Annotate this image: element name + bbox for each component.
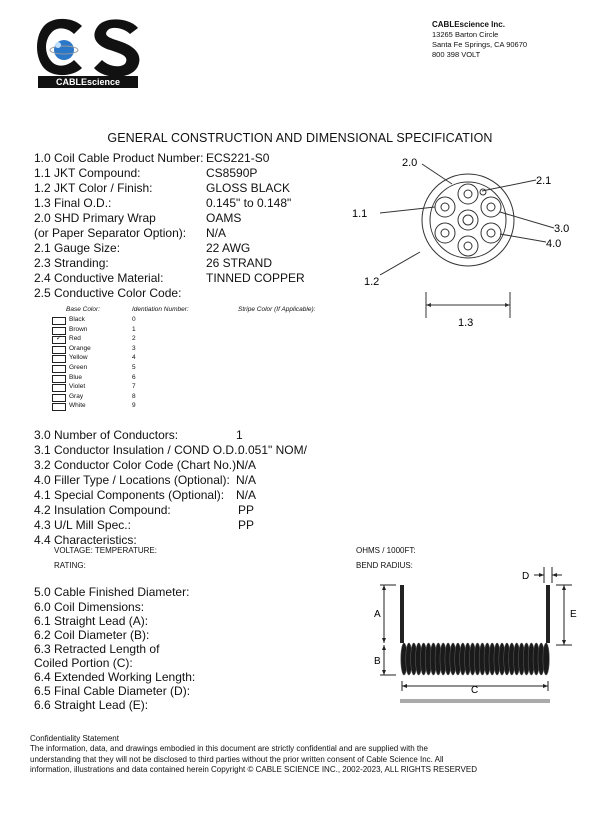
bend-radius-label: BEND RADIUS: [356, 561, 413, 570]
conductor [435, 223, 455, 243]
spec-value: 0.051" NOM/ [238, 443, 307, 457]
conductor [458, 236, 478, 256]
spec-value: N/A [236, 473, 257, 487]
spec-label: 1.3 Final O.D.: [34, 196, 112, 210]
confidentiality-heading: Confidentiality Statement [30, 734, 119, 743]
label-2-1: 2.1 [536, 175, 552, 187]
conductor [458, 184, 478, 204]
color-number: 6 [132, 373, 136, 381]
color-number: 7 [132, 383, 136, 391]
company-info [432, 20, 527, 60]
page-title: GENERAL CONSTRUCTION AND DIMENSIONAL SPECIFICATION [107, 131, 493, 145]
spec-label: 6.2 Coil Diameter (B): [34, 628, 150, 642]
company-name: CABLEscience Inc. [432, 20, 505, 29]
spec-value: GLOSS BLACK [206, 181, 291, 195]
color-number: 5 [132, 364, 136, 371]
color-name: Brown [69, 325, 88, 333]
color-number: 3 [132, 344, 136, 352]
color-number: 2 [132, 335, 136, 343]
label-b: B [374, 656, 381, 667]
conductor [481, 197, 501, 217]
spec-label: 1.2 JKT Color / Finish: [34, 181, 153, 195]
confidentiality-line: information, illustrations and data contained herein Copyright © CABLE SCIENCE INC., 2002-2023, ALL RIGHTS RESERVED [30, 765, 477, 775]
rating-label: RATING: [54, 561, 86, 570]
color-name: Gray [69, 392, 84, 400]
color-checkbox[interactable] [52, 317, 66, 325]
spec-label: 6.1 Straight Lead (A): [34, 614, 149, 628]
color-name: Red [69, 335, 81, 343]
spec-value: 22 AWG [206, 241, 251, 255]
spec-value: OAMS [206, 211, 242, 225]
color-name: White [69, 402, 86, 410]
coil-loop [543, 643, 549, 675]
label-1-1: 1.1 [352, 208, 368, 220]
color-name: Green [69, 364, 88, 371]
spec-label: 6.5 Final Cable Diameter (D): [34, 684, 191, 698]
color-checkbox[interactable] [52, 403, 66, 411]
spec-label: 3.1 Conductor Insulation / COND O.D.: [34, 443, 241, 457]
spec-value: 26 STRAND [206, 256, 273, 270]
color-table-header: Identiation Number: [132, 306, 189, 313]
spec-label: 3.0 Number of Conductors: [34, 428, 179, 442]
color-checkbox[interactable] [52, 384, 66, 392]
voltage-temperature-label: VOLTAGE: TEMPERATURE: [54, 546, 157, 555]
color-checkbox[interactable] [52, 355, 66, 363]
spec-label: 6.3 Retracted Length of [34, 642, 160, 656]
spec-value: 1 [236, 428, 243, 442]
conductor [435, 197, 455, 217]
confidentiality-line: understanding that they will not be disclosed to third parties without the prior written consent of Cable Science Inc. All [30, 754, 444, 764]
label-3-0: 3.0 [554, 223, 570, 235]
label-c: C [471, 685, 479, 696]
label-4-0: 4.0 [546, 238, 562, 250]
company-phone: 800 398 VOLT [432, 50, 481, 59]
logo-text: CABLEscience [55, 77, 121, 87]
label-d: D [522, 571, 530, 582]
company-logo [30, 12, 148, 92]
spec-label: 4.0 Filler Type / Locations (Optional): [34, 473, 230, 487]
spec-label: 6.4 Extended Working Length: [34, 670, 196, 684]
color-checkbox[interactable] [52, 336, 66, 344]
shield-layer [430, 182, 506, 258]
coil-cable-diagram [360, 565, 590, 715]
color-name: Orange [69, 344, 91, 352]
conductor [481, 223, 501, 243]
spec-value: PP [238, 503, 255, 517]
spec-label: 5.0 Cable Finished Diameter: [34, 585, 190, 599]
spec-value: ECS221-S0 [206, 151, 270, 165]
spec-label: Coiled Portion (C): [34, 656, 133, 670]
company-address-line1: 13265 Barton Circle [432, 30, 499, 39]
spec-label: 4.4 Characteristics: [34, 533, 137, 547]
spec-value: 0.145" to 0.148" [206, 196, 292, 210]
spec-label: 2.4 Conductive Material: [34, 271, 164, 285]
spec-label: 2.3 Stranding: [34, 256, 109, 270]
color-checkbox[interactable] [52, 394, 66, 402]
center-conductor [458, 210, 478, 230]
label-1-2: 1.2 [364, 276, 380, 288]
spec-label: 2.0 SHD Primary Wrap [34, 211, 156, 225]
spec-value: N/A [236, 458, 257, 472]
company-address-line2: Santa Fe Springs, CA 90670 [432, 40, 528, 49]
spec-value: TINNED COPPER [206, 271, 305, 285]
label-1-3: 1.3 [458, 317, 474, 329]
spec-label: 1.1 JKT Compound: [34, 166, 141, 180]
color-number: 0 [132, 316, 136, 323]
spec-value: N/A [206, 226, 227, 240]
color-number: 8 [132, 392, 136, 400]
color-checkbox[interactable] [52, 346, 66, 354]
spec-label: 4.2 Insulation Compound: [34, 503, 171, 517]
ohms-label: OHMS / 1000FT: [356, 546, 416, 555]
color-name: Yellow [69, 354, 88, 362]
color-name: Violet [69, 383, 86, 391]
spec-label: 3.2 Conductor Color Code (Chart No.): [34, 458, 240, 472]
label-2-0: 2.0 [402, 157, 418, 169]
spec-label: 1.0 Coil Cable Product Number: [34, 151, 204, 165]
color-number: 1 [132, 325, 136, 333]
spec-value: N/A [236, 488, 257, 502]
spec-label: 4.1 Special Components (Optional): [34, 488, 225, 502]
spec-value: PP [238, 518, 255, 532]
color-number: 9 [132, 402, 136, 410]
color-checkbox[interactable] [52, 365, 66, 373]
spec-label: 2.1 Gauge Size: [34, 241, 121, 255]
base-shadow [400, 699, 550, 703]
coil-loops [401, 643, 550, 675]
color-number: 4 [132, 354, 136, 362]
confidentiality-line: The information, data, and drawings embodied in this document are strictly confidential and are supplied with the [30, 744, 429, 754]
color-table-header: Stripe Color (If Applicable): [238, 306, 316, 313]
cable-cross-section-diagram [340, 150, 590, 340]
spec-label: 2.5 Conductive Color Code: [34, 286, 182, 300]
label-e: E [570, 609, 577, 620]
spec-label: 6.6 Straight Lead (E): [34, 698, 149, 712]
color-checkbox[interactable] [52, 375, 66, 383]
confidentiality-statement [30, 734, 575, 776]
spec-label: (or Paper Separator Option): [34, 226, 187, 240]
label-a: A [374, 609, 381, 620]
spec-label: 4.3 U/L Mill Spec.: [34, 518, 131, 532]
spec-value: CS8590P [206, 166, 258, 180]
spec-label: 6.0 Coil Dimensions: [34, 600, 145, 614]
color-table-header: Base Color: [66, 306, 100, 313]
color-name: Black [69, 316, 85, 323]
color-name: Blue [69, 373, 83, 381]
